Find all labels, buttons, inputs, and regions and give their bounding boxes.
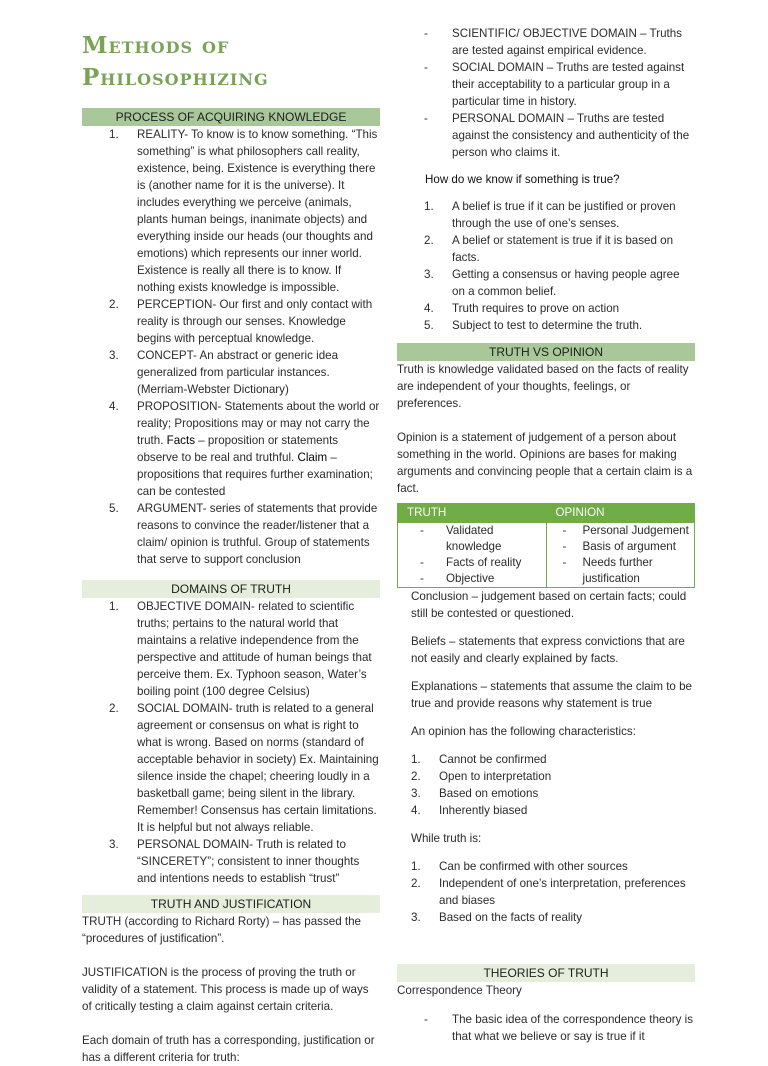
table-header-truth: TRUTH: [398, 504, 547, 523]
list-item: 2. A belief or statement is true if it is based on facts.: [424, 234, 674, 264]
keyword-claim: Claim: [297, 451, 328, 464]
table-item: - Facts of reality: [420, 556, 522, 569]
list-item: 2. PERCEPTION- Our first and only contact with reality is through our senses. Knowledge begins with perceptual knowledge.: [109, 298, 373, 345]
list-item: 5. Subject to test to determine the truth.: [424, 319, 643, 332]
section-header-justification: TRUTH AND JUSTIFICATION: [82, 895, 380, 913]
opinion-definition: Opinion is a statement of judgement of a person about something in the world. Opinions are bases for making arguments and convincing people that a certain claim is a fact.: [397, 431, 693, 495]
truth-definition: Truth is knowledge validated based on the facts of reality are independent of your thoughts, feelings, or preferences.: [397, 363, 689, 410]
list-item: - PERSONAL DOMAIN – Truths are tested against the consistency and authenticity of the person who claims it.: [424, 112, 690, 159]
left-column: [82, 0, 380, 1066]
list-item: 3. Based on the facts of reality: [411, 911, 583, 924]
list-item: - The basic idea of the correspondence theory is that what we believe or say is true if it: [424, 1013, 694, 1043]
list-item: - SOCIAL DOMAIN – Truths are tested against their acceptability to a particular group in a particular time in history.: [424, 61, 685, 108]
list-item: 1. OBJECTIVE DOMAIN- related to scientific truths; pertains to the natural world that maintains a relative independence from the perspective and attitude of human beings that perceive them. Ex. Typhoon season, Water’s boiling point (100 degree Celsius): [109, 600, 372, 698]
table-item: - Needs further justification: [562, 556, 653, 585]
page-title: Methods of Philosophizing: [82, 32, 269, 91]
table-item: - Objective: [420, 572, 495, 585]
truth-opinion-table: [397, 503, 695, 588]
section-header-truth-vs-opinion: TRUTH VS OPINION: [397, 343, 695, 361]
section-header-theories: THEORIES OF TRUTH: [397, 964, 695, 982]
conclusion-definition: Conclusion – judgement based on certain facts; could still be contested or questioned.: [411, 590, 687, 620]
truth-characteristics-intro: While truth is:: [411, 832, 482, 845]
how-list: [397, 198, 695, 334]
list-item: 4. Truth requires to prove on action: [424, 302, 620, 315]
opinion-characteristics-list: [384, 751, 695, 819]
justification-paragraph-2: JUSTIFICATION is the process of proving the truth or validity of a statement. This process is made up of ways of critically testing a claim against certain criteria.: [82, 966, 369, 1013]
list-item: 2. Independent of one’s interpretation, preferences and biases: [411, 877, 686, 907]
truth-cell: [398, 523, 547, 588]
section-header-domains: DOMAINS OF TRUTH: [82, 580, 380, 598]
section-header-process: PROCESS OF ACQUIRING KNOWLEDGE: [82, 108, 380, 126]
domains-list: [82, 598, 380, 887]
list-item: 3. Based on emotions: [411, 787, 539, 800]
list-item: 2. Open to interpretation: [411, 770, 552, 783]
justification-paragraph-3: Each domain of truth has a corresponding, justification or has a different criteria for truth:: [82, 1034, 375, 1064]
keyword-facts: Facts: [166, 434, 196, 447]
process-list: [82, 126, 380, 568]
list-item: 3. CONCEPT- An abstract or generic idea generalized from particular instances. (Merriam-Webster Dictionary): [109, 349, 339, 396]
opinion-characteristics-intro: An opinion has the following characteristics:: [411, 725, 636, 738]
correspondence-theory-subheading: Correspondence Theory: [397, 984, 522, 997]
table-item: - Basis of argument: [562, 540, 676, 553]
beliefs-definition: Beliefs – statements that express convictions that are not easily and clearly explained by facts.: [411, 635, 685, 665]
list-item: - SCIENTIFIC/ OBJECTIVE DOMAIN – Truths are tested against empirical evidence.: [424, 27, 682, 57]
justification-paragraph-1: TRUTH (according to Richard Rorty) – has passed the “procedures of justification”.: [82, 915, 362, 945]
list-item: 1. A belief is true if it can be justified or proven through the use of one’s senses.: [424, 200, 676, 230]
list-item: 2. SOCIAL DOMAIN- truth is related to a general agreement or consensus on what is right to what is wrong. Based on norms (standard of acceptable behavior in society) Ex. Maintaining silence inside the chapel; cheering loudly in a basketball game; being silent in the library. Remember! Consensus has certain limitations. It is helpful but not always reliable.: [109, 702, 379, 834]
list-item: 1. Can be confirmed with other sources: [411, 860, 628, 873]
list-item: 4. Inherently biased: [411, 804, 528, 817]
list-item: 3. Getting a consensus or having people agree on a common belief.: [424, 268, 680, 298]
truth-characteristics-list: [384, 858, 695, 926]
list-item: 1. Cannot be confirmed: [411, 753, 547, 766]
opinion-cell: [546, 523, 695, 588]
criteria-list: [397, 25, 695, 161]
right-column: [397, 25, 695, 1045]
list-item: 5. ARGUMENT- series of statements that provide reasons to convince the reader/listener that a claim/ opinion is truthful. Group of statements that serve to support conclusion: [109, 502, 378, 566]
table-item: - Validated knowledge: [420, 524, 502, 553]
truth-question: How do we know if something is true?: [425, 173, 620, 186]
theories-list: [397, 1011, 695, 1045]
list-item: 3. PERSONAL DOMAIN- Truth is related to “SINCERETY”; consistent to inner thoughts and intentions needs to establish “trust”: [109, 838, 360, 885]
table-header-opinion: OPINION: [546, 504, 695, 523]
table-item: - Personal Judgement: [562, 524, 689, 537]
list-item: 1. REALITY- To know is to know something. “This something” is what philosophers call reality, existence, being. Existence is everything there is (another name for it is the universe). It includes everything we perceive (animals, plants human beings, inanimate objects) and everything inside our heads (our thoughts and emotions) which represents our inner world. Existence is really all there is to know. If nothing exists knowledge is impossible.: [109, 128, 378, 294]
explanations-definition: Explanations – statements that assume the claim to be true and provide reasons why statement is true: [411, 680, 692, 710]
list-item: 4. PROPOSITION- Statements about the world or reality; Propositions may or may not carry the truth. Facts – proposition or statements observe to be real and truthful. Claim – propositions that requires further examination; can be contested: [109, 400, 380, 498]
definitions-block: [397, 588, 695, 751]
